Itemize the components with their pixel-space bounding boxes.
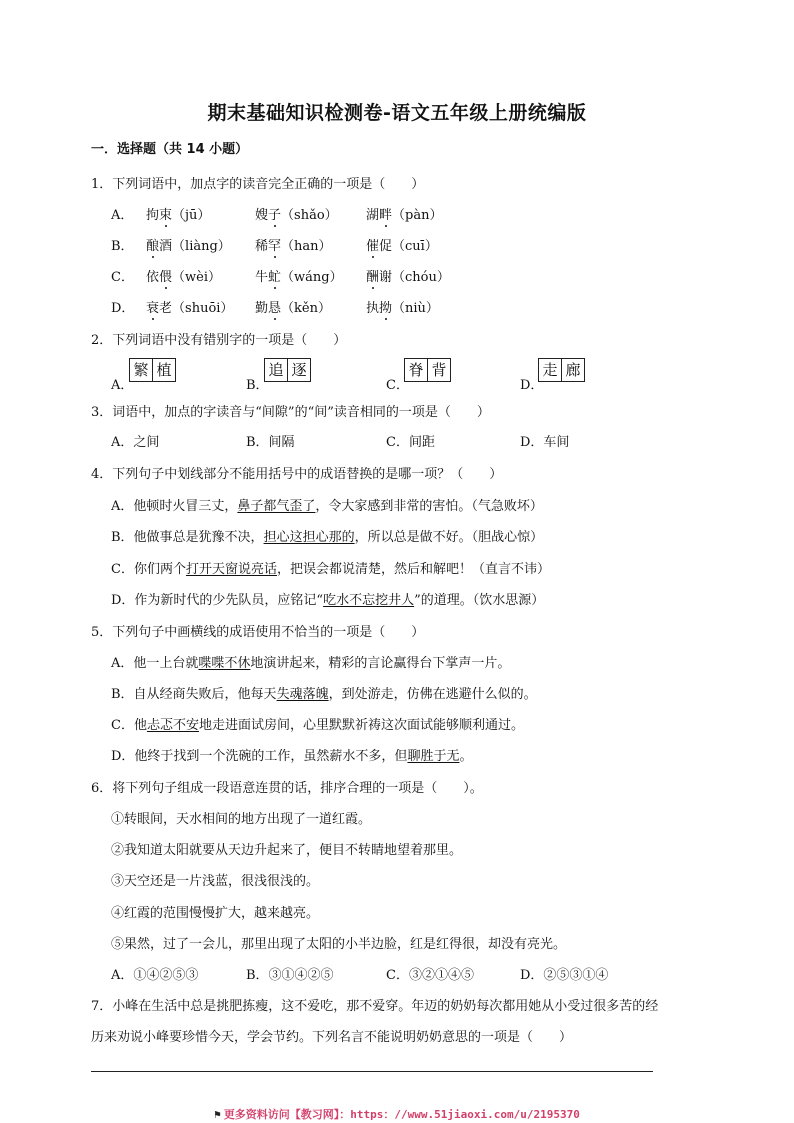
option-item xyxy=(146,204,210,223)
option-text: A．他顿时火冒三丈， xyxy=(111,499,238,514)
word-char: 子 xyxy=(268,208,282,223)
option xyxy=(111,558,550,577)
underlined-phrase: 喋喋不休 xyxy=(198,656,251,671)
option-item xyxy=(255,204,338,223)
pinyin: （kěn） xyxy=(281,301,331,316)
word-char: 拗 xyxy=(379,301,393,316)
boxed-chars xyxy=(404,358,451,382)
option-item xyxy=(366,297,439,316)
option-text: ，所以总是做不好。（胆战心惊） xyxy=(354,530,544,545)
option-item xyxy=(146,235,231,254)
underlined-phrase: 失魂落魄 xyxy=(276,687,329,702)
option-item xyxy=(146,297,233,316)
option-label: D． xyxy=(111,301,135,316)
option: D．②⑤③①④ xyxy=(520,968,609,983)
question-4-stem: 4．下列句子中划线部分不能用括号中的成语替换的是哪一项？（ ） xyxy=(91,467,503,482)
question-1-stem: 1．下列词语中，加点字的读音完全正确的一项是（ ） xyxy=(91,177,425,192)
pinyin: （wèi） xyxy=(172,270,222,285)
option-text: ”的道理。（饮水思源） xyxy=(414,593,545,608)
underlined-phrase: 聊胜于无 xyxy=(407,749,460,764)
pinyin: （shuōi） xyxy=(172,301,234,316)
option: D．车间 xyxy=(520,435,570,450)
option-item xyxy=(366,204,442,223)
word-char: 酒 xyxy=(159,239,173,254)
boxed-chars xyxy=(264,358,311,382)
boxed-chars xyxy=(129,358,176,382)
underlined-phrase: 鼻子都气歪了 xyxy=(237,499,316,514)
word-char: 老 xyxy=(159,301,173,316)
section-heading: 一．选择题（共 14 小题） xyxy=(91,142,249,157)
pinyin: （pàn） xyxy=(392,208,443,223)
word-char: 催 xyxy=(366,239,380,254)
option xyxy=(111,652,510,671)
option-item xyxy=(146,266,221,285)
option: C．间距 xyxy=(386,435,435,450)
option-label: A． xyxy=(111,378,134,393)
word-char: 稀 xyxy=(255,239,269,254)
option-text: ，令大家感到非常的害怕。（气急败坏） xyxy=(315,499,543,514)
word-char: 拘 xyxy=(146,208,160,223)
boxed-char: 逐 xyxy=(287,359,310,381)
option xyxy=(111,714,524,733)
flag-icon: ⚑ xyxy=(214,1108,221,1121)
option-item xyxy=(255,297,331,316)
boxed-char: 走 xyxy=(542,361,558,379)
sentence: ②我知道太阳就要从天边升起来了，便目不转睛地望着那里。 xyxy=(111,843,463,858)
footer-link[interactable] xyxy=(0,1106,794,1122)
boxed-char: 追 xyxy=(268,361,284,379)
option xyxy=(111,683,537,702)
word-char: 牛 xyxy=(255,270,269,285)
option-label: A． xyxy=(111,208,134,223)
boxed-char: 繁 xyxy=(133,361,149,379)
question-5-stem: 5．下列句子中画横线的成语使用不恰当的一项是（ ） xyxy=(91,625,425,640)
word-char: 衰 xyxy=(146,301,160,316)
boxed-char: 廊 xyxy=(561,359,584,381)
option-item xyxy=(255,235,332,254)
option-text: 地演讲起来，精彩的言论赢得台下掌声一片。 xyxy=(250,656,511,671)
option-text: C．你们两个 xyxy=(111,562,186,577)
option-item xyxy=(255,266,343,285)
option-text: ，到处游走，仿佛在逃避什么似的。 xyxy=(328,687,537,702)
footer-text: 更多资料访问【教习网】：https：//www.51jiaoxi.com/u/2195370 xyxy=(223,1108,580,1121)
word-char: 虻 xyxy=(268,270,282,285)
sentence: ⑤果然，过了一会儿，那里出现了太阳的小半边脸，红是红得很，却没有亮光。 xyxy=(111,937,567,952)
option-label: B． xyxy=(111,239,134,254)
option xyxy=(111,495,543,514)
option-label: B． xyxy=(246,378,269,393)
option-label: D． xyxy=(520,378,544,393)
option: C．③②①④⑤ xyxy=(386,968,474,983)
word-char: 依 xyxy=(146,270,160,285)
sentence: ④红霞的范围慢慢扩大，越来越亮。 xyxy=(111,906,320,921)
pinyin: （shǎo） xyxy=(281,208,338,223)
option-item xyxy=(366,235,438,254)
word-char: 勤 xyxy=(255,301,269,316)
option xyxy=(111,745,472,764)
question-2-stem: 2．下列词语中没有错别字的一项是（ ） xyxy=(91,333,347,348)
underlined-phrase: 担心这担心那的 xyxy=(263,530,355,545)
word-char: 嫂 xyxy=(255,208,269,223)
pinyin: （liàng） xyxy=(172,239,231,254)
option-text: C．他 xyxy=(111,718,147,733)
footer-divider xyxy=(91,1071,653,1072)
option-text: A．他一上台就 xyxy=(111,656,199,671)
word-char: 罕 xyxy=(268,239,282,254)
sentence: ③天空还是一片浅蓝，很浅很浅的。 xyxy=(111,874,320,889)
boxed-char: 背 xyxy=(427,359,450,381)
option: B．间隔 xyxy=(246,435,295,450)
option-text: D．他终于找到一个洗碗的工作，虽然薪水不多，但 xyxy=(111,749,408,764)
pinyin: （wáng） xyxy=(281,270,343,285)
boxed-chars xyxy=(538,358,585,382)
word-char: 酿 xyxy=(146,239,160,254)
page-title: 期末基础知识检测卷-语文五年级上册统编版 xyxy=(207,102,587,124)
underlined-phrase: 吃水不忘挖井人 xyxy=(323,593,415,608)
option-item xyxy=(366,266,450,285)
pinyin: （niù） xyxy=(392,301,439,316)
question-7-line-1: 7．小峰在生活中总是挑肥拣瘦，这不爱吃，那不爱穿。年迈的奶奶每次都用她从小受过很多苦的经 xyxy=(91,999,659,1014)
word-char: 束 xyxy=(159,208,173,223)
word-char: 恳 xyxy=(268,301,282,316)
boxed-char: 植 xyxy=(152,359,175,381)
option-text: D．作为新时代的少先队员，应铭记“ xyxy=(111,593,324,608)
pinyin: （han） xyxy=(281,239,332,254)
boxed-char: 脊 xyxy=(408,361,424,379)
word-char: 谢 xyxy=(379,270,393,285)
option-label: C． xyxy=(111,270,134,285)
word-char: 酬 xyxy=(366,270,380,285)
option: B．③①④②⑤ xyxy=(246,968,334,983)
word-char: 偎 xyxy=(159,270,173,285)
pinyin: （chóu） xyxy=(392,270,450,285)
option-text: 地走进面试房间，心里默默祈祷这次面试能够顺利通过。 xyxy=(198,718,524,733)
question-6-stem: 6．将下列句子组成一段语意连贯的话，排序合理的一项是（ ）。 xyxy=(91,781,483,796)
pinyin: （jū） xyxy=(172,208,211,223)
option-text: B．他做事总是犹豫不决， xyxy=(111,530,264,545)
word-char: 促 xyxy=(379,239,393,254)
option: A．之间 xyxy=(111,435,160,450)
word-char: 畔 xyxy=(379,208,393,223)
option-text: B．自从经商失败后，他每天 xyxy=(111,687,277,702)
underlined-phrase: 忐忑不安 xyxy=(146,718,199,733)
option xyxy=(111,526,543,545)
option-text: 。 xyxy=(459,749,473,764)
sentence: ①转眼间，天水相间的地方出现了一道红霞。 xyxy=(111,812,372,827)
option-label: C． xyxy=(386,378,409,393)
question-7-line-2: 历来劝说小峰要珍惜今天，学会节约。下列名言不能说明奶奶意思的一项是（ ） xyxy=(91,1030,573,1045)
underlined-phrase: 打开天窗说亮话 xyxy=(185,562,277,577)
option: A．①④②⑤③ xyxy=(111,968,199,983)
question-3-stem: 3．词语中，加点的字读音与“间隙”的“间”读音相同的一项是（ ） xyxy=(91,405,490,420)
pinyin: （cuī） xyxy=(392,239,438,254)
word-char: 湖 xyxy=(366,208,380,223)
option xyxy=(111,589,544,608)
option-text: ，把误会都说清楚，然后和解吧！（直言不讳） xyxy=(276,562,550,577)
word-char: 执 xyxy=(366,301,380,316)
